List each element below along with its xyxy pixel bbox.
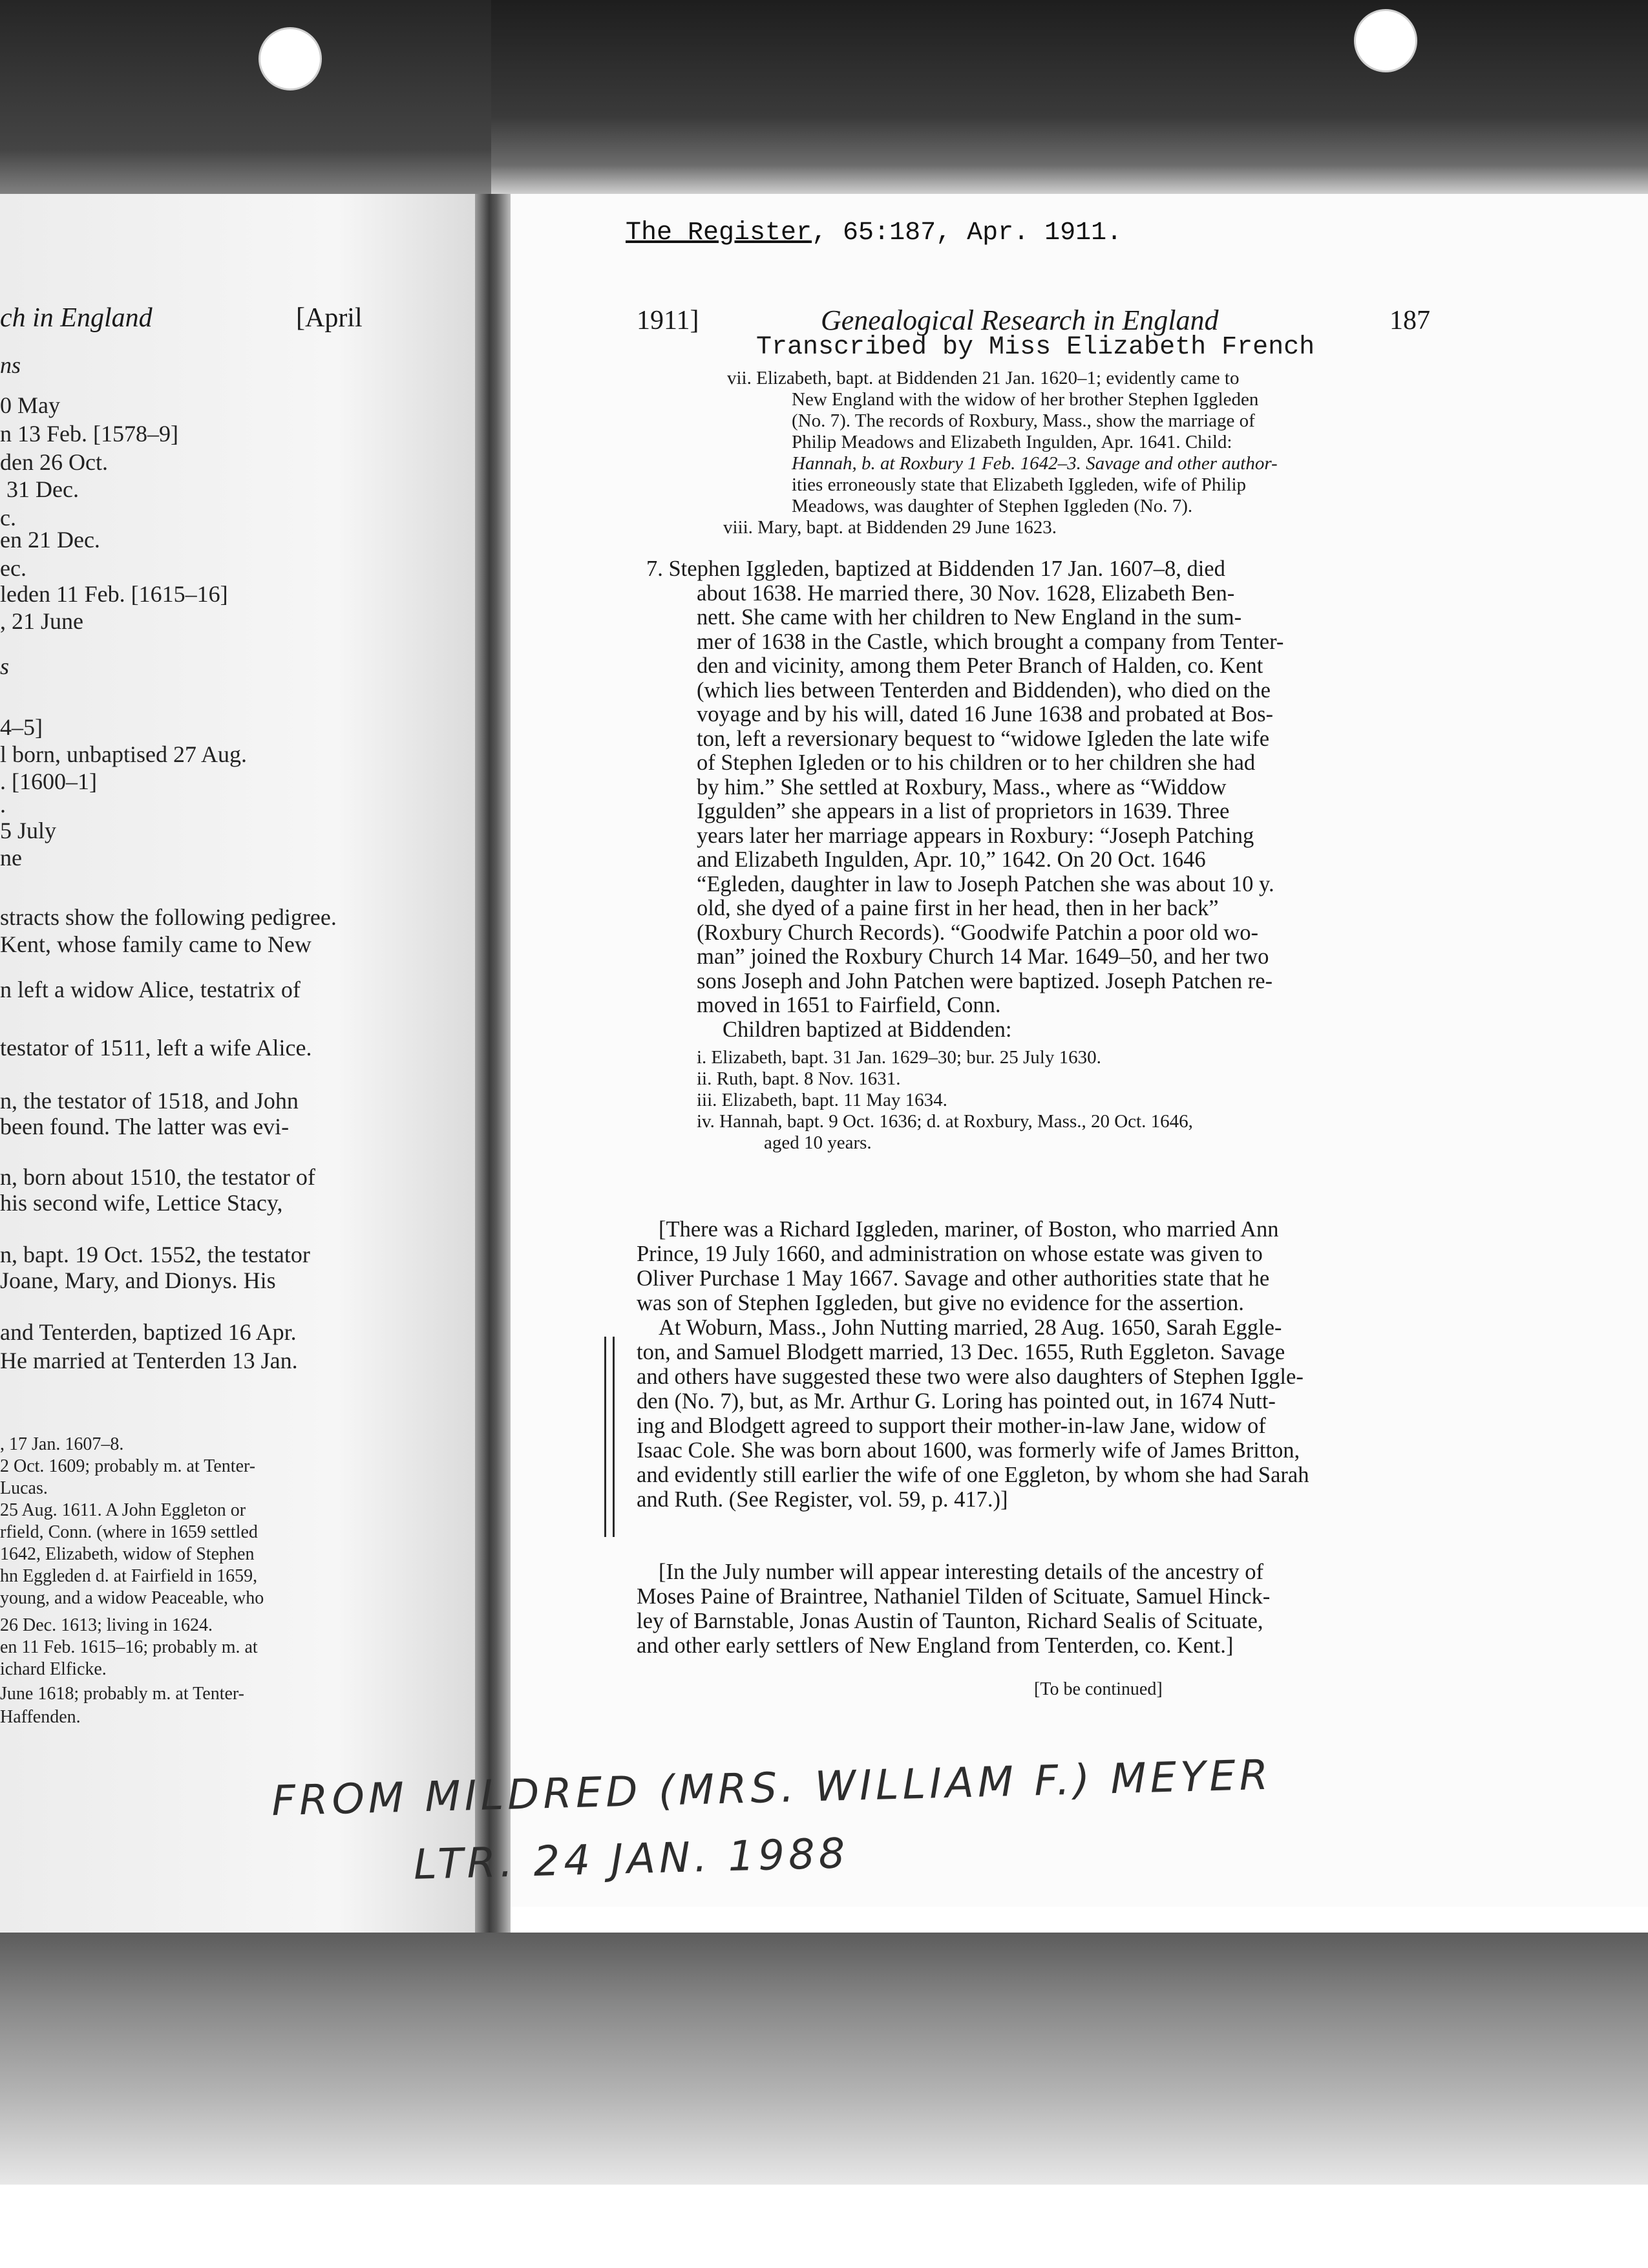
children-list-stephen [697,1047,1193,1154]
note-woburn [637,1315,1309,1512]
entry-line: ton, left a reversionary bequest to “widowe Igleden the late wife [697,726,1270,751]
left-text-line: ec. [0,555,26,581]
note-line: Moses Paine of Braintree, Nathaniel Tilden of Scituate, Samuel Hinck- [637,1584,1271,1609]
note-line: ing and Blodgett agreed to support their mother-in-law Jane, widow of [637,1414,1266,1438]
entry-line: mer of 1638 in the Castle, which brought a company from Tenter- [697,629,1284,654]
left-footnote-line: en 11 Feb. 1615–16; probably m. at [0,1637,258,1657]
list-item: ities erroneously state that Elizabeth Iggleden, wife of Philip [792,474,1247,495]
list-item: Hannah, b. at Roxbury 1 Feb. 1642–3. Savage and other author- [792,453,1278,474]
margin-mark-line [604,1337,606,1537]
left-text-line: l born, unbaptised 27 Aug. [0,741,247,767]
entry-line: old, she dyed of a paine first in her head, then in her back” [697,896,1219,920]
left-text-line: 0 May [0,392,60,418]
handwritten-note-line-2: LTR. 24 JAN. 1988 [413,1830,850,1889]
note-line: was son of Stephen Iggleden, but give no evidence for the assertion. [637,1291,1244,1315]
left-footnote-line: , 17 Jan. 1607–8. [0,1434,124,1454]
left-text-line: n 13 Feb. [1578–9] [0,421,178,447]
left-footnote-line: Haffenden. [0,1707,81,1727]
left-footnote-line: young, and a widow Peaceable, who [0,1588,264,1608]
list-item: New England with the widow of her brother Stephen Iggleden [792,389,1259,410]
left-text-line: testator of 1511, left a wife Alice. [0,1035,312,1061]
left-footnote-line: Lucas. [0,1478,48,1498]
left-text-line: 31 Dec. [6,476,79,502]
page-number: 187 [1389,306,1430,335]
entry-line: (Roxbury Church Records). “Goodwife Patchin a poor old wo- [697,920,1259,945]
left-text-line: Joane, Mary, and Dionys. His [0,1267,276,1293]
entry-line: nett. She came with her children to New England in the sum- [697,605,1242,630]
left-text-line: 5 July [0,818,57,843]
entry-line: voyage and by his will, dated 16 June 1638 and probated at Bos- [697,702,1274,726]
left-text-line: n, born about 1510, the testator of [0,1164,315,1190]
entry-line: of Stephen Igleden or to his children or to her children she had [697,750,1256,775]
left-text-line: , 21 June [0,608,83,634]
entry-line: moved in 1651 to Fairfield, Conn. [697,993,1001,1017]
entry-line: and Elizabeth Ingulden, Apr. 10,” 1642. On 20 Oct. 1646 [697,847,1206,872]
scan-bottom-shadow [0,1933,1648,2185]
left-text-line: 4–5] [0,714,43,740]
page-header-title: Genealogical Research in England [821,304,1219,336]
left-footnote-line: ichard Elficke. [0,1659,107,1679]
left-text-line: leden 11 Feb. [1615–16] [0,581,228,607]
note-line: ton, and Samuel Blodgett married, 13 Dec. 1655, Ruth Eggleton. Savage [637,1340,1285,1364]
register-citation-title: The Register [626,218,812,248]
left-text-line: ne [0,845,22,871]
list-item: iv. Hannah, bapt. 9 Oct. 1636; d. at Roxbury, Mass., 20 Oct. 1646, [697,1111,1193,1132]
left-text-line: his second wife, Lettice Stacy, [0,1190,283,1216]
list-item: Meadows, was daughter of Stephen Iggleden (No. 7). [792,496,1193,516]
note-line: Oliver Purchase 1 May 1667. Savage and other authorities state that he [637,1266,1270,1291]
left-text-line: n left a widow Alice, testatrix of [0,977,301,1002]
left-page-header: ch in England [0,303,153,333]
punch-hole-left [259,27,322,90]
punch-hole-right [1354,9,1417,72]
left-text-line: n, bapt. 19 Oct. 1552, the testator [0,1242,310,1267]
entry-line: sons Joseph and John Patchen were baptized. Joseph Patchen re- [697,968,1273,993]
list-item: ii. Ruth, bapt. 8 Nov. 1631. [697,1068,901,1089]
list-item: (No. 7). The records of Roxbury, Mass., show the marriage of [792,410,1255,431]
entry-line: man” joined the Roxbury Church 14 Mar. 1649–50, and her two [697,944,1269,969]
left-text-line: s [0,653,10,679]
to-be-continued: [To be continued] [1034,1679,1163,1699]
transcription-credit: Transcribed by Miss Elizabeth French [756,333,1315,362]
note-line: Isaac Cole. She was born about 1600, was formerly wife of James Britton, [637,1438,1300,1463]
left-text-line: n, the testator of 1518, and John [0,1088,299,1114]
left-text-line: ns [0,352,21,378]
left-text-line: en 21 Dec. [0,527,100,553]
note-line: At Woburn, Mass., John Nutting married, 28 Aug. 1650, Sarah Eggle- [659,1315,1282,1340]
entry-line: “Egleden, daughter in law to Joseph Patchen she was about 10 y. [697,871,1274,896]
left-text-line: Kent, whose family came to New [0,931,312,957]
left-text-line: c. [0,505,16,531]
note-july-number [637,1560,1270,1658]
list-item: viii. Mary, bapt. at Biddenden 29 June 1623. [723,517,1057,538]
entry-line: (which lies between Tenterden and Biddenden), who died on the [697,677,1271,703]
margin-mark-line [613,1337,615,1537]
left-footnote-line: rfield, Conn. (where in 1659 settled [0,1522,258,1542]
handwritten-note-line-1: FROM MILDRED (MRS. WILLIAM F.) MEYER [271,1751,1273,1826]
list-item: vii. Elizabeth, bapt. at Biddenden 21 Jan. 1620–1; evidently came to [727,368,1240,388]
list-item: i. Elizabeth, bapt. 31 Jan. 1629–30; bur. 25 July 1630. [697,1047,1101,1068]
entry-line: 7. Stephen Iggleden, baptized at Biddenden 17 Jan. 1607–8, died [646,556,1225,581]
left-text-line: . [0,792,6,818]
entry-line: den and vicinity, among them Peter Branch of Halden, co. Kent [697,653,1263,678]
note-line: [There was a Richard Iggleden, mariner, of Boston, who married Ann [659,1217,1279,1242]
note-line: [In the July number will appear interesting details of the ancestry of [659,1560,1263,1584]
list-item: aged 10 years. [764,1132,872,1153]
left-text-line: den 26 Oct. [0,449,108,475]
entry-line: about 1638. He married there, 30 Nov. 1628, Elizabeth Ben- [697,580,1235,606]
left-text-line: stracts show the following pedigree. [0,904,337,930]
note-line: ley of Barnstable, Jonas Austin of Taunton, Richard Sealis of Scituate, [637,1609,1263,1633]
note-line: and other early settlers of New England from Tenterden, co. Kent.] [637,1633,1234,1658]
register-citation [626,218,1122,248]
note-line: and others have suggested these two were also daughters of Stephen Iggle- [637,1364,1304,1389]
left-footnote-line: June 1618; probably m. at Tenter- [0,1684,244,1704]
note-line: den (No. 7), but, as Mr. Arthur G. Loring has pointed out, in 1674 Nutt- [637,1389,1276,1414]
entry-line: years later her marriage appears in Roxbury: “Joseph Patching [697,823,1254,848]
left-footnote-line: hn Eggleden d. at Fairfield in 1659, [0,1566,258,1586]
left-text-line: . [1600–1] [0,768,97,794]
left-footnote-line: 26 Dec. 1613; living in 1624. [0,1615,213,1635]
entry-line: Iggulden” she appears in a list of proprietors in 1639. Three [697,799,1230,823]
scan-bottom-margin [0,2185,1648,2268]
entry-line: Children baptized at Biddenden: [723,1017,1012,1042]
entry-stephen-iggleden [646,557,1284,1042]
left-text-line: been found. The latter was evi- [0,1114,290,1139]
register-citation-rest: , 65:187, Apr. 1911. [812,218,1123,248]
page-header-year: 1911] [637,306,699,335]
list-item: Philip Meadows and Elizabeth Ingulden, Apr. 1641. Child: [792,432,1232,452]
left-text-line: He married at Tenterden 13 Jan. [0,1348,298,1373]
scan-top-shadow-left [0,0,491,213]
note-line: and Ruth. (See Register, vol. 59, p. 417.)] [637,1487,1008,1512]
left-footnote-line: 25 Aug. 1611. A John Eggleton or [0,1500,246,1520]
entry-line: by him.” She settled at Roxbury, Mass., where as “Widdow [697,774,1227,800]
left-text-line: and Tenterden, baptized 16 Apr. [0,1319,297,1345]
note-line: and evidently still earlier the wife of one Eggleton, by whom she had Sarah [637,1463,1309,1487]
note-richard-iggleden [637,1217,1279,1315]
left-footnote-line: 2 Oct. 1609; probably m. at Tenter- [0,1456,256,1476]
note-line: Prince, 19 July 1660, and administration on whose estate was given to [637,1242,1263,1266]
left-page-month: [April [296,303,363,333]
book-gutter [475,194,511,1952]
list-item: iii. Elizabeth, bapt. 11 May 1634. [697,1090,947,1110]
children-list-continued [723,368,1278,538]
left-footnote-line: 1642, Elizabeth, widow of Stephen [0,1544,255,1564]
